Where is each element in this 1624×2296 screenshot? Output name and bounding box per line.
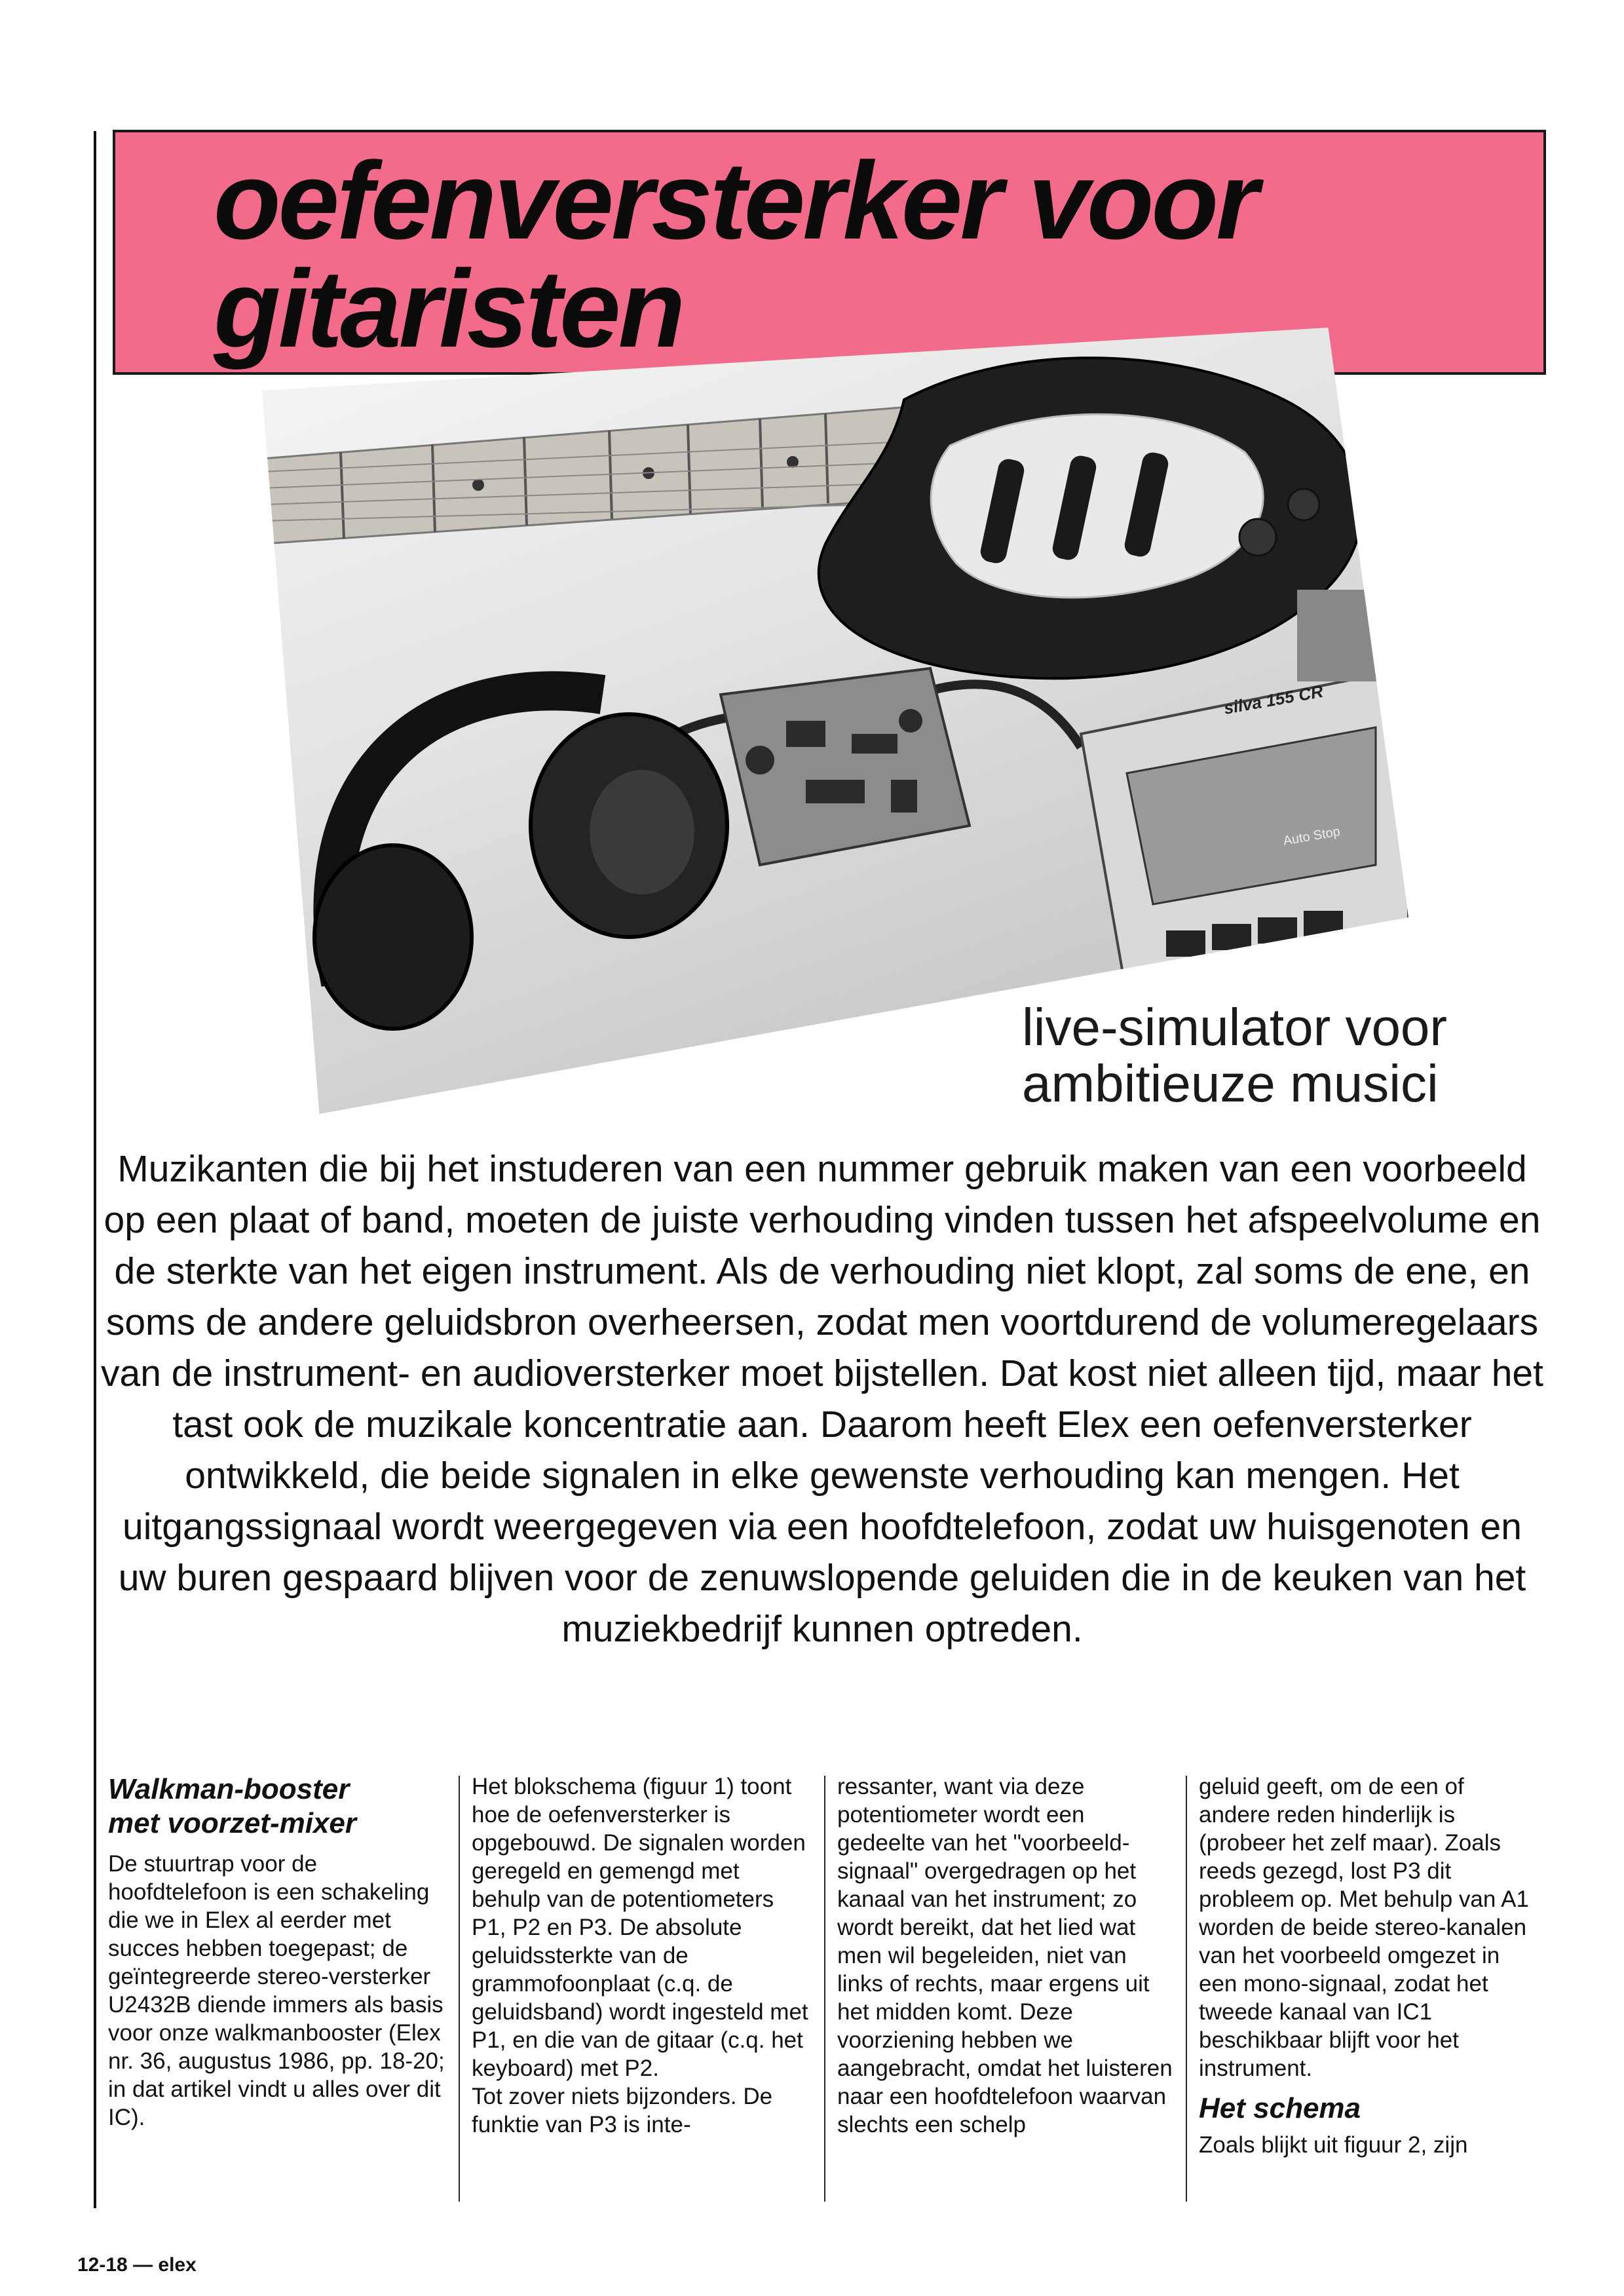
column-3-text: ressanter, want via deze potentiometer wordt een gedeelte van het "voorbeeld-signaal" overgedragen op het kanaal van het instrument; zo wordt bereikt, dat het lied wat men wil begeleiden, niet van links of rechts, maar ergens uit het midden komt. Deze voorziening hebben we aangebracht, omdat het luisteren naar een hoofdtelefoon waarvan slechts een schelp xyxy=(837,1774,1173,2137)
subtitle-line-1: live-simulator voor xyxy=(1022,998,1448,1056)
headphone-left-cup xyxy=(314,845,472,1029)
column-1 xyxy=(108,1772,449,2132)
article-title-line-1: oefenversterker voor xyxy=(214,139,1256,262)
heading-line-1: Walkman-booster xyxy=(108,1773,350,1805)
photo-illustration xyxy=(262,328,1408,1114)
left-margin-rule xyxy=(94,131,96,2208)
title-band xyxy=(113,130,1546,375)
column-separator xyxy=(824,1776,825,2202)
column-1-text: De stuurtrap voor de hoofdtelefoon is een schakeling die we in Elex al eerder met succes hebben toegepast; de geïntegreerde stereo-versterker U2432B diende immers als basis voor onze walkmanbooster (Elex nr. 36, augustus 1986, pp. 18-20; in dat artikel vindt u alles over dit IC). xyxy=(108,1851,445,2130)
column-4-text-2: Zoals blijkt uit figuur 2, zijn xyxy=(1199,2132,1468,2158)
article-title-line-2: gitaristen xyxy=(214,247,683,370)
speaker-grille xyxy=(1297,590,1408,681)
cassette-brand-label: silva 155 CR xyxy=(1222,681,1325,718)
intro-paragraph: Muzikanten die bij het instuderen van een nummer gebruik maken van een voorbeeld op een plaat of band, moeten de juiste verhouding vinden tussen het afspeelvolume en de sterkte van het eigen instrument. Als de verhouding niet klopt, zal soms de ene, en soms de andere geluidsbron overheersen, zodat men voortdurend de volumeregelaars van de instrument- en audioversterker moet bijstellen. Dat kost niet alleen tijd, maar het tast ook de muzikale koncentratie aan. Daarom heeft Elex een oefenversterker ontwikkeld, die beide signalen in elke gewenste verhouding kan mengen. Het uitgangssignaal wordt weergegeven via een hoofdtelefoon, zodat uw huisgenoten en uw buren gespaard blijven voor de zenuwslopende geluiden die in de keuken van het muziekbedrijf kunnen optreden. xyxy=(101,1148,1543,1650)
column-2-paragraph-2: Tot zover niets bijzonders. De funktie van P3 is inte- xyxy=(472,2084,773,2137)
pickups xyxy=(979,451,1170,565)
column-4 xyxy=(1199,1772,1539,2159)
column-3 xyxy=(837,1772,1178,2139)
column-4-text: geluid geeft, om de een of andere reden hinderlijk is (probeer het zelf maar). Zoals reeds gezegd, lost P3 dit probleem op. Met behulp van A1 worden de beide stereo-kanalen van het voorbeeld omgezet in een mono-signaal, zodat het tweede kanaal van IC1 beschikbaar blijft voor het instrument. xyxy=(1199,1774,1529,2081)
section-heading-walkman-booster xyxy=(108,1772,449,1841)
column-separator xyxy=(459,1776,460,2202)
heading-line-2: met voorzet-mixer xyxy=(108,1807,357,1839)
headphone-label-disc xyxy=(590,770,694,894)
section-heading-het-schema: Het schema xyxy=(1199,2092,1361,2124)
article-subtitle xyxy=(1022,999,1546,1112)
column-2 xyxy=(472,1772,812,2139)
page-folio: 12-18 — elex xyxy=(77,2254,197,2276)
column-2-paragraph-1: Het blokschema (figuur 1) toont hoe de oefenversterker is opgebouwd. De signalen worden geregeld en gemengd met behulp van de potentiometers P1, P2 en P3. De absolute geluidssterkte van de grammofoonplaat (c.q. de geluidsband) wordt ingesteld met P1, en die van de gitaar (c.q. het keyboard) met P2. xyxy=(472,1774,808,2081)
column-separator xyxy=(1186,1776,1187,2202)
cassette-autostop-label: Auto Stop xyxy=(1282,824,1342,849)
subtitle-line-2: ambitieuze musici xyxy=(1022,1054,1439,1113)
guitar-photo xyxy=(262,328,1408,1114)
